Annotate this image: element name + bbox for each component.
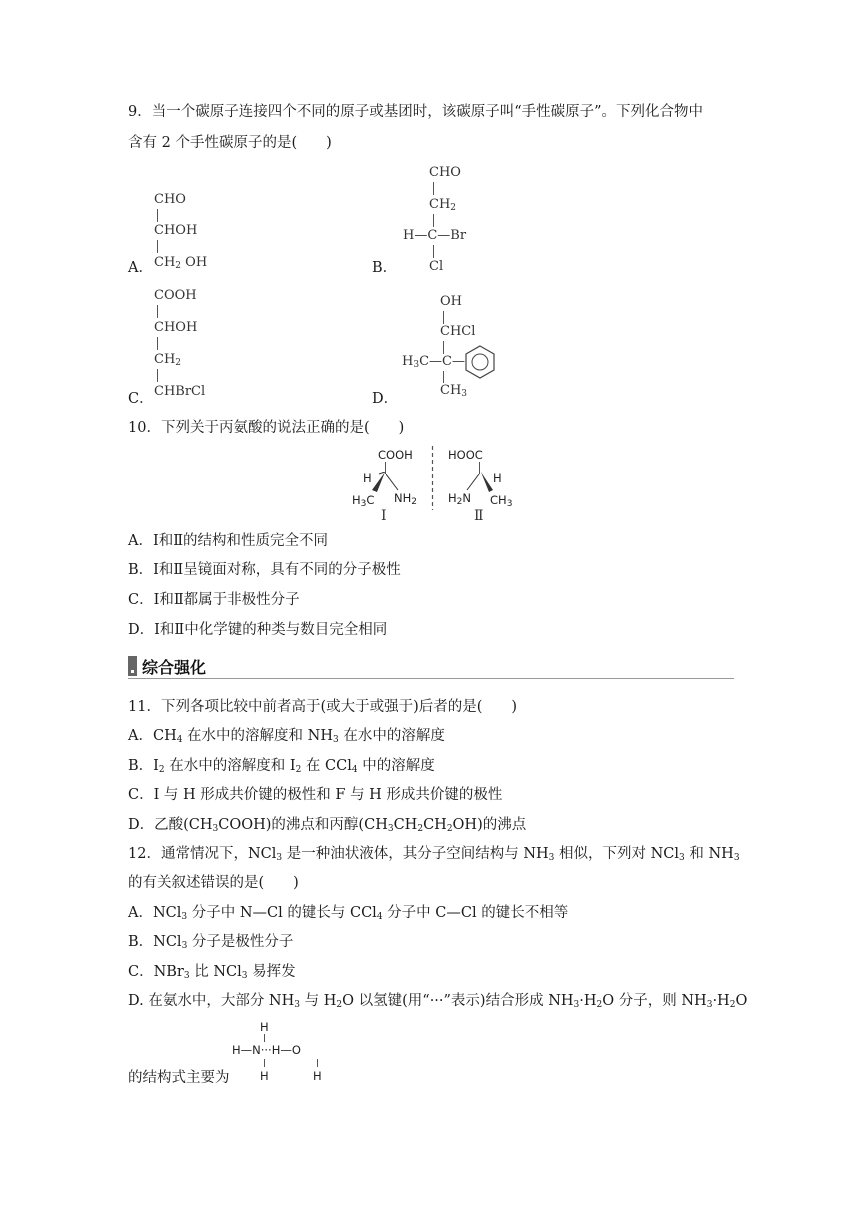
q9-option-d: D． xyxy=(372,391,399,407)
alanine-label-2: Ⅱ xyxy=(474,508,484,524)
oh-bond xyxy=(317,1059,318,1067)
q9-option-a: A． xyxy=(128,260,153,276)
q11-option-d: D．乙酸$(CH_3COOH)$的沸点和丙醇$(CH_3CH_2CH_2OH)$的沸点 xyxy=(128,817,527,834)
q12-option-b: B．NCl$_3$ 分子是极性分子 xyxy=(128,934,294,951)
q9b-cl: Cl xyxy=(429,259,444,274)
h2o-h-bottom: H xyxy=(313,1069,322,1083)
alanine-ii-h2n: $H_2N$ xyxy=(448,491,471,507)
q9a-choh: CHOH xyxy=(154,223,198,238)
q9c-ch2: $CH_2$ xyxy=(154,352,182,368)
q12-stem-line1: 12．通常情况下，NCl$_3$ 是一种油状液体，其分子空间结构与 $NH_3$ 相似，下列对 NCl$_3$ 和 $NH_3$ xyxy=(128,846,740,863)
benzene-ring-icon xyxy=(464,344,496,380)
nh3-h2o-row: H—N···H—O xyxy=(232,1043,301,1057)
q9c-bond xyxy=(157,305,158,318)
q9c-bond xyxy=(157,369,158,382)
q9-stem-line1: 9．当一个碳原子连接四个不同的原子或基团时，该碳原子叫“手性碳原子”。下列化合物中 xyxy=(128,104,704,120)
alanine-i-nh2: $NH_2$ xyxy=(394,491,417,507)
q9-option-b: B． xyxy=(372,260,398,276)
q10-option-c: C．Ⅰ和Ⅱ都属于非极性分子 xyxy=(128,592,300,608)
q9a-ch2oh: $CH_2$ OH xyxy=(154,255,208,271)
section-divider xyxy=(128,678,734,679)
q12-option-c: C．NBr$_3$ 比 NCl$_3$ 易挥发 xyxy=(128,964,296,981)
q12-option-d-line2: 的结构式主要为 xyxy=(128,1070,230,1086)
nh3-h-bottom: H xyxy=(260,1069,269,1083)
q12-option-d: D. 在氨水中，大部分 $NH_3$ 与 $H_2O$ 以氢键(用“···”表示)结合形成 $NH_3\cdot H_2O$ 分子，则 $NH_3\cdot H_2O$ xyxy=(128,993,748,1010)
q9a-bond xyxy=(157,209,158,222)
q9d-row: $H_3C—C—$ xyxy=(402,354,465,370)
q9c-chbrcl: CHBrCl xyxy=(154,384,206,399)
q9d-bond xyxy=(443,341,444,354)
q12-stem-line2: 的有关叙述错误的是( ) xyxy=(128,875,299,891)
alanine-i-h: H xyxy=(363,471,372,485)
alanine-label-1: Ⅰ xyxy=(381,508,387,524)
q11-option-a: A．$CH_4$ 在水中的溶解度和 $NH_3$ 在水中的溶解度 xyxy=(128,728,445,745)
q11-option-b: B．$I_2$ 在水中的溶解度和 $I_2$ 在 CCl$_4$ 中的溶解度 xyxy=(128,758,435,775)
q12-option-a: A．NCl$_3$ 分子中 N—Cl 的键长与 CCl$_4$ 分子中 C—Cl 的键长不相等 xyxy=(128,905,569,922)
nh-bond xyxy=(264,1034,265,1042)
q9d-bond xyxy=(443,371,444,383)
q11-stem: 11．下列各项比较中前者高于(或大于或强于)后者的是( ) xyxy=(128,699,518,715)
alanine-i-ch3: $H_3C$ xyxy=(352,493,375,509)
q9-option-c: C． xyxy=(128,391,154,407)
nh3-h-top: H xyxy=(260,1020,269,1034)
q9d-ch3: $CH_3$ xyxy=(440,383,468,399)
q9b-bond xyxy=(433,245,434,258)
alanine-ii-h: H xyxy=(493,471,502,485)
q9-stem-line2: 含有 2 个手性碳原子的是( ) xyxy=(128,135,332,151)
q10-option-a: A．Ⅰ和Ⅱ的结构和性质完全不同 xyxy=(128,533,329,549)
q9b-bond xyxy=(433,182,434,195)
q9c-bond xyxy=(157,337,158,350)
wedge-bond-icon xyxy=(372,472,386,492)
q9b-ch2: $CH_2$ xyxy=(429,197,457,213)
q9b-bond xyxy=(433,214,434,227)
hashed-bond-icon xyxy=(480,472,494,492)
q9c-choh: CHOH xyxy=(154,320,198,335)
alanine-ii-hooc: HOOC xyxy=(448,448,483,462)
section-title: 综合强化 xyxy=(142,657,207,677)
alanine-ii-ch3: $CH_3$ xyxy=(490,493,513,509)
q9a-cho: CHO xyxy=(154,192,186,207)
q10-option-d: D．Ⅰ和Ⅱ中化学键的种类与数目完全相同 xyxy=(128,622,388,638)
nh-bond xyxy=(264,1059,265,1067)
q9d-chcl: CHCl xyxy=(440,324,476,339)
q10-stem: 10．下列关于丙氨酸的说法正确的是( ) xyxy=(128,420,405,436)
q9d-bond xyxy=(443,311,444,324)
q9b-cho: CHO xyxy=(429,165,461,180)
q9c-cooh: COOH xyxy=(154,288,197,303)
section-header xyxy=(128,654,206,678)
q11-option-c: C．I 与 H 形成共价键的极性和 F 与 H 形成共价键的极性 xyxy=(128,787,503,803)
q9b-row: H—C—Br xyxy=(403,228,467,243)
mirror-plane-icon xyxy=(431,446,434,510)
q9d-oh: OH xyxy=(440,294,462,309)
q10-option-b: B．Ⅰ和Ⅱ呈镜面对称，具有不同的分子极性 xyxy=(128,562,401,578)
section-marker-icon xyxy=(128,656,137,676)
q9a-bond xyxy=(157,240,158,253)
alanine-i-cooh: COOH xyxy=(378,448,413,462)
